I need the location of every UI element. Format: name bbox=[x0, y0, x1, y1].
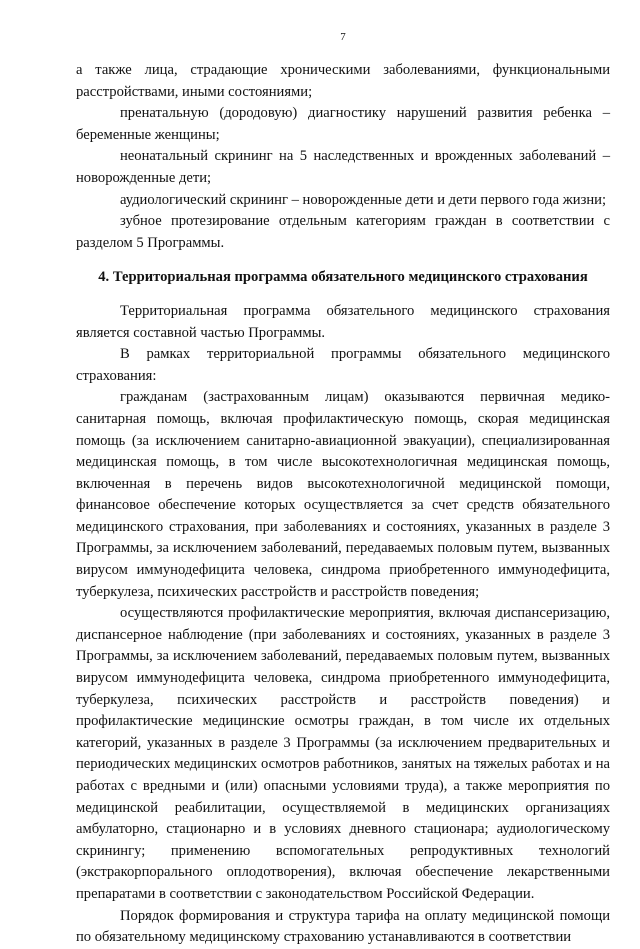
paragraph: Порядок формирования и структура тарифа на оплату медицинской помощи по обязательному медицинскому страхованию устанавливаются в соответствии bbox=[76, 907, 610, 946]
section-heading: 4. Территориальная программа обязательного медицинского страхования bbox=[98, 269, 588, 286]
paragraph: зубное протезирование отдельным категориям граждан в соответствии с разделом 5 Программы. bbox=[76, 213, 610, 251]
top-paragraphs bbox=[76, 60, 610, 254]
paragraph: Территориальная программа обязательного медицинского страхования является составной частью Программы. bbox=[76, 302, 610, 341]
paragraph: аудиологический скрининг – новорожденные дети и дети первого года жизни; bbox=[120, 191, 607, 208]
document-page bbox=[76, 30, 610, 949]
paragraph: пренатальную (дородовую) диагностику нарушений развития ребенка – беременные женщины; bbox=[76, 105, 610, 143]
page-number: 7 bbox=[340, 31, 346, 43]
paragraph: гражданам (застрахованным лицам) оказываются первичная медико-санитарная помощь, включая профилактическую помощь, скорая медицинская помощь (за исключением санитарно-авиационной эвакуации), специализированная медицинская помощь, в том числе высокотехнологичная медицинская помощь, включенная в перечень видов высокотехнологичной медицинской помощи, финансовое обеспечение которых осуществляется за счет средств обязательного медицинского страхования, при заболеваниях и состояниях, указанных в разделе 3 Программы, за исключением заболеваний, передаваемых половым путем, вызванных вирусом иммунодефицита человека, синдрома приобретенного иммунодефицита, туберкулеза, психических расстройств и расстройств поведения; bbox=[76, 389, 610, 600]
paragraph: а также лица, страдающие хроническими заболеваниями, функциональными расстройствами, иными состояниями; bbox=[76, 62, 610, 100]
paragraph: осуществляются профилактические мероприятия, включая диспансеризацию, диспансерное наблюдение (при заболеваниях и состояниях, указанных в разделе 3 Программы, за исключением заболеваний, передаваемых половым путем, вызванных вирусом иммунодефицита человека, синдрома приобретенного иммунодефицита, туберкулеза, психических расстройств и расстройств поведения) и профилактические медицинские осмотры граждан, в том числе их отдельных категорий, указанных в разделе 3 Программы (за исключением предварительных и периодических медицинских осмотров работников, занятых на тяжелых работах и на работах с вредными и (или) опасными условиями труда), а также мероприятия по медицинской реабилитации, осуществляемой в медицинских организациях амбулаторно, стационарно и в условиях дневного стационара; аудиологическому скринингу; применению вспомогательных репродуктивных технологий (экстракорпорального оплодотворения), включая обеспечение лекарственными препаратами в соответствии с законодательством Российской Федерации. bbox=[76, 605, 610, 902]
paragraph: неонатальный скрининг на 5 наследственных и врожденных заболеваний – новорожденные дети; bbox=[76, 148, 610, 186]
paragraph: В рамках территориальной программы обязательного медицинского страхования: bbox=[76, 346, 610, 384]
bottom-paragraphs bbox=[76, 301, 610, 949]
